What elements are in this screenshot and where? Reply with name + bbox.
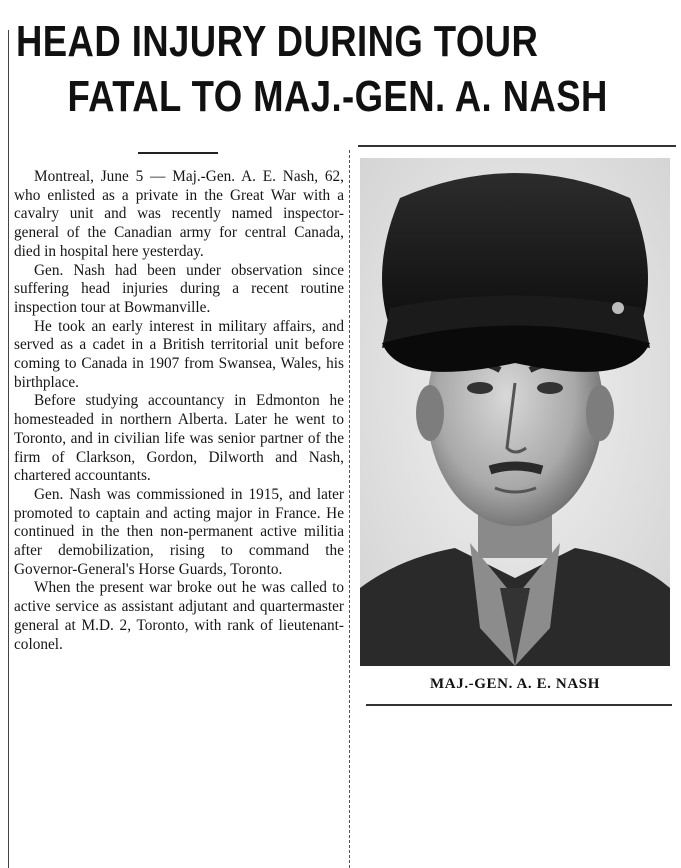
headline-line-2: FATAL TO MAJ.-GEN. A. NASH — [67, 72, 608, 121]
article-paragraph: Montreal, June 5 — Maj.-Gen. A. E. Nash, 62, who enlisted as a private in the Great War with a cavalry unit and was recently named inspector-general of the Canadian army for central Canada, died in hospital here yesterday. — [14, 168, 344, 260]
article-paragraph: When the present war broke out he was called to active service as assistant adjutant and quartermaster general at M.D. 2, Toronto, with rank of lieutenant-colonel. — [14, 579, 344, 653]
article-paragraph: He took an early interest in military affairs, and served as a cadet in a British territorial unit before coming to Canada in 1907 from Swansea, Wales, his birthplace. — [14, 317, 344, 391]
portrait-illustration — [360, 158, 670, 666]
column-divider — [349, 150, 351, 868]
article-paragraph: Gen. Nash had been under observation since suffering head injuries during a recent routine inspection tour at Bowmanville. — [14, 261, 344, 316]
photo-caption: MAJ.-GEN. A. E. NASH — [430, 676, 600, 692]
dateline-dash-rule — [138, 152, 218, 154]
portrait-photo — [360, 158, 670, 666]
photo-top-rule — [358, 145, 676, 147]
left-margin-rule — [8, 30, 9, 868]
headline — [16, 14, 608, 124]
article-paragraph: Gen. Nash was commissioned in 1915, and later promoted to captain and acting major in France. He continued in the then non-permanent active militia after demobilization, rising to command the Governor-General's Horse Guards, Toronto. — [14, 485, 344, 578]
article-body — [14, 168, 344, 654]
headline-line-1: HEAD INJURY DURING TOUR — [16, 17, 539, 66]
caption-rule — [366, 704, 672, 706]
article-paragraph: Before studying accountancy in Edmonton he homesteaded in northern Alberta. Later he went to Toronto, and in civilian life was senior partner of the firm of Clarkson, Gordon, Dilworth and Nash, chartered accountants. — [14, 392, 344, 485]
